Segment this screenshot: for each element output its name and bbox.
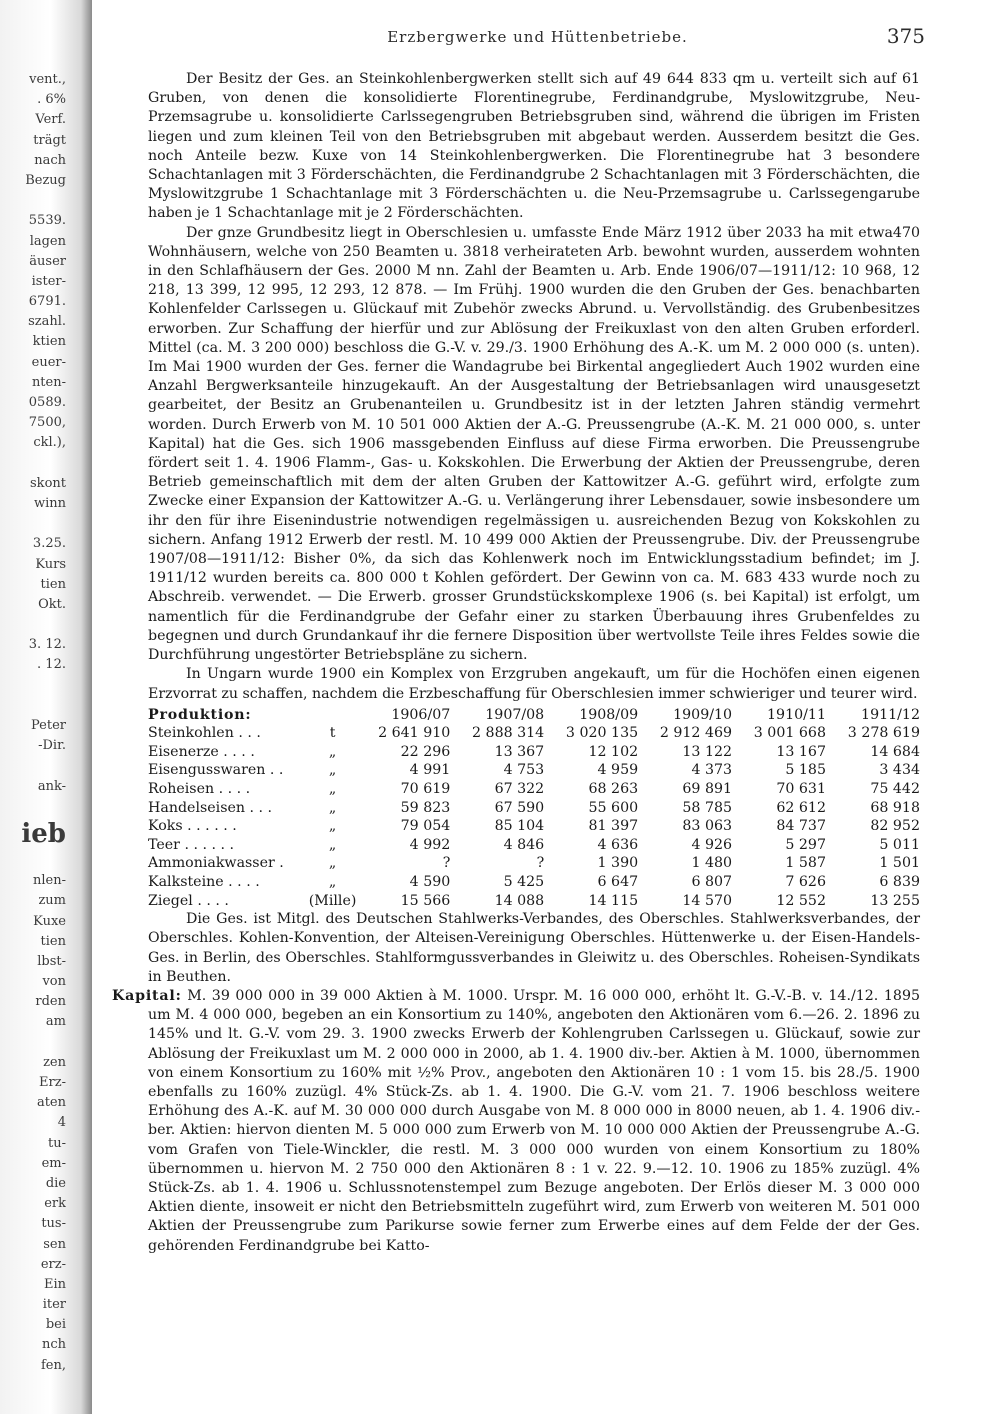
running-title: Erzbergwerke und Hüttenbetriebe. xyxy=(387,28,688,46)
gutter-line: tien xyxy=(40,933,66,949)
gutter-line: Erz- xyxy=(39,1075,66,1090)
production-value: 3 434 xyxy=(879,762,920,779)
gutter-line: lbst- xyxy=(37,953,66,969)
production-value: 2 912 469 xyxy=(659,725,733,742)
gutter-line xyxy=(0,615,66,635)
production-value: 5 297 xyxy=(785,836,826,853)
gutter-line: ckl.), xyxy=(33,435,66,451)
year-header: 1906/07 xyxy=(391,706,451,723)
production-value: 67 590 xyxy=(494,799,545,816)
product-name: Eisengusswaren . . xyxy=(148,762,284,779)
gutter-line: 3.25. xyxy=(32,536,66,552)
gutter-line: tus- xyxy=(41,1216,66,1232)
production-value: 79 054 xyxy=(400,818,451,835)
product-unit: „ xyxy=(328,799,337,816)
production-value: 4 959 xyxy=(597,762,639,779)
product-unit: (Mille) xyxy=(308,892,357,909)
product-unit: „ xyxy=(328,818,337,835)
production-value: 75 442 xyxy=(870,781,920,798)
production-value: 1 501 xyxy=(879,855,920,872)
production-value: 4 846 xyxy=(503,836,545,853)
product-name: Steinkohlen . . . xyxy=(148,725,261,742)
production-value: 59 823 xyxy=(400,799,451,816)
production-value: 85 104 xyxy=(494,818,545,835)
gutter-line: 5539. xyxy=(28,213,66,229)
product-name: Eisenerze . . . . xyxy=(148,743,255,760)
gutter-line: 0589. xyxy=(28,395,66,410)
gutter-line: Peter xyxy=(31,718,66,733)
kapital-text: M. 39 000 000 in 39 000 Aktien à M. 1000. Urspr. M. 16 000 000, erhöht lt. G.-V.-B. v. 14./12. 1895 um M. 4 000 000, begeben an ein Konsortium zu 140%, angeboten den Aktionären vom 6.—26. 2. 1896 zu 145% und lt. G.-V. vom 29. 3. 1900 zwecks Erwerb der Kohlengruben Carlssegen u. Glückauf, sowie zur Ablösung der Freikuxlast um M. 2 000 000 in 2000, ab 1. 4. 1900 div.-ber. Aktien à M. 1000, übernommen von einem Konsortium zu 160% mit ½% Prov., angeboten den Aktionären 10 : 1 vom 15. bis 28./5. 1900 ebenfalls zu 160% zuzügl. 4% Stück-Zs. ab 1. 4. 1900. Die G.-V. vom 21. 7. 1906 beschloss weitere Erhöhung des A.-K. auf M. 30 000 000 durch Ausgabe von M. 8 000 000 in 8000 neuen, ab 1. 4. 1906 div.-ber. Aktien: hiervon dienten M. 5 000 000 zum Erwerb von M. 10 000 000 Aktien der Preussengrube A.-G. vom Grafen von Tiele-Winckler, die restl. M. 3 000 000 wurden von einem Konsortium zu 180% übernommen u. hiervon M. 2 750 000 den Aktionären 8 : 1 v. 22. 9.—12. 10. 1906 zu 185% zuzügl. 4% Stück-Zs. ab 1. 4. 1906 u. Schlussnotenstempel zum Bezuge angeboten. Der Erlös dieser M. 3 000 000 Aktien diente, insoweit er nicht den Betriebsmitteln zugeführt wird, zum Erwerb von weiteren M. 501 000 Aktien der Preussengrube zum Parikurse sowie ferner zum Erwerbe eines auf dem Felde der der Ges. gehörenden Ferdinandgrube bei Katto- xyxy=(148,988,920,1254)
product-unit: „ xyxy=(328,781,337,798)
gutter-line xyxy=(0,191,66,211)
production-value: 1 480 xyxy=(691,855,733,872)
gutter-line: rden xyxy=(35,994,66,1010)
gutter-line xyxy=(0,851,66,871)
product-name: Kalksteine . . . . xyxy=(148,874,260,891)
gutter-line: 4 xyxy=(57,1115,66,1131)
gutter-line: lagen xyxy=(29,233,66,249)
gutter-line: . 6% xyxy=(37,92,66,108)
gutter-line: szahl. xyxy=(28,314,66,330)
production-value: 4 991 xyxy=(409,762,451,779)
gutter-line: iter xyxy=(42,1297,66,1313)
gutter-line xyxy=(0,676,66,696)
production-value: 70 619 xyxy=(400,781,451,798)
product-name: Koks . . . . . . xyxy=(148,818,237,835)
gutter-line: fen, xyxy=(40,1357,66,1373)
binding-gutter xyxy=(0,0,92,1414)
production-row xyxy=(148,836,920,855)
paragraph-ungarn: In Ungarn wurde 1900 ein Komplex von Erzgruben angekauft, um für die Hochöfen einen eigenen Erzvorrat zu schaffen, nachdem die Erzbeschaffung für Oberschlesien immer schwieriger und teurer wird. xyxy=(148,666,920,702)
production-value: 13 167 xyxy=(776,743,826,760)
gutter-line: am xyxy=(45,1014,66,1030)
production-value: 14 684 xyxy=(870,743,920,760)
production-row xyxy=(148,799,920,818)
product-name: Ammoniakwasser . xyxy=(148,855,284,872)
production-row xyxy=(148,873,920,892)
gutter-line: . 12. xyxy=(37,657,66,673)
year-header: 1909/10 xyxy=(673,706,733,723)
gutter-line: Kuxe xyxy=(33,913,66,929)
gutter-line: zum xyxy=(38,893,66,909)
production-value: 69 891 xyxy=(682,781,733,798)
product-name: Teer . . . . . . xyxy=(148,836,235,853)
gutter-line: erk xyxy=(44,1196,66,1212)
production-value: 2 641 910 xyxy=(378,725,451,742)
production-value: 3 278 619 xyxy=(847,725,920,742)
production-value: 22 296 xyxy=(400,743,451,760)
paragraph-grundbesitz: Der gnze Grundbesitz liegt in Oberschlesien u. umfasste Ende März 1912 über 2033 ha mit etwa470 Wohnhäusern, welche von 250 Beamten u. 3818 verheirateten Arb. bewohnt wurden, ausserdem wohnten in den Schlafhäusern der Ges. 2000 M nn. Zahl der Beamten u. Arb. Ende 1906/07—1911/12: 10 968, 12 218, 13 399, 12 995, 12 293, 12 878. — Im Frühj. 1900 wurden die den Gruben der Ges. benachbarten Kohlenfelder Carlssegen u. Glückauf mit Zubehör zwecks Abrund. u. Vervollständig. des Grubenbesitzes erworben. Zur Schaffung der hierfür und zur Ablösung der Freikuxlast von den alten Gruben erforderl. Mittel (ca. M. 3 200 000) beschloss die G.-V. v. 29./3. 1900 Erhöhung des A.-K. um M. 2 000 000 (s. unten). Im Mai 1900 wurden der Ges. ferner die Wandagrube bei Birkental angegliedert Auch 1902 wurden eine Anzahl Bergwerksanteile hinzugekauft. An der Ausgestaltung der Betriebsanlagen wird unausgesetzt gearbeitet, der Besitz an Grubenanteilen u. Grundbesitz ist in der letzten Jahren ständig vermehrt worden. Durch Erwerb von M. 10 501 000 Aktien der A.-G. Preussengrube (A.-K. M. 21 000 000, s. unter Kapital) hat die Ges. sich 1906 massgebenden Einfluss auf diese Firma erworben. Die Preussengrube fördert seit 1. 4. 1906 Flamm-, Gas- u. Kokskohlen. Die Erwerbung der Aktien der Preussengrube, deren Betrieb gemeinschaftlich mit dem der alten Gruben der Kattowitzer A.-G. geführt wird, erfolgte zum Zwecke einer Expansion der Kattowitzer A.-G. u. Verlängerung ihrer Lebensdauer, sowie insbesondere um ihr den für ihre Eisenindustrie notwendigen regelmässigen u. ausreichenden Bezug von Kokskohlen zu sichern. Anfang 1912 Erwerb der restl. M. 10 499 000 Aktien der Preussengrube. Div. der Preussengrube 1907/08—1911/12: Bisher 0%, da sich das Kohlenwerk noch im Entwicklungsstadium befindet; im J. 1911/12 wurden bereits ca. 800 000 t Kohlen gefördert. Der Gewinn von ca. M. 683 433 wurde noch zu Abschreib. verwendet. — Die Erwerb. grosser Grundstückskomplexe 1906 (s. bei Kapital) ist erfolgt, um namentlich für die Ferdinandgrube der Gefahr einer zu starken Überbauung ihres Grubenfeldes zu begegnen und durch Grundankauf ihr die fernere Disposition über wertvollste Teile ihres Feldes sowie die Durchführung ungestörter Betriebspläne zu sichern. xyxy=(148,224,920,664)
product-unit: „ xyxy=(328,836,337,853)
product-unit: „ xyxy=(328,743,337,760)
production-row xyxy=(148,892,920,911)
production-value: 58 785 xyxy=(682,799,733,816)
year-header: 1910/11 xyxy=(767,706,826,723)
production-value: 5 185 xyxy=(785,762,826,779)
gutter-line xyxy=(0,797,66,817)
product-unit: t xyxy=(329,725,336,742)
production-value: 5 425 xyxy=(503,874,545,891)
gutter-line: 7500, xyxy=(28,415,66,431)
gutter-line: Kurs xyxy=(35,556,66,572)
gutter-line: Bezug xyxy=(25,172,66,188)
gutter-line: zen xyxy=(43,1054,66,1070)
product-unit: „ xyxy=(328,855,337,872)
product-unit: „ xyxy=(328,762,337,779)
gutter-line xyxy=(0,756,66,776)
year-header: 1908/09 xyxy=(579,706,639,723)
gutter-line: Verf. xyxy=(35,112,66,128)
product-name: Roheisen . . . . xyxy=(148,781,251,798)
gutter-line: ister- xyxy=(31,273,66,289)
production-label: Produktion: xyxy=(148,706,252,723)
production-value: 70 631 xyxy=(776,781,826,798)
gutter-line: vent., xyxy=(29,72,66,87)
gutter-line: em- xyxy=(41,1155,66,1171)
production-row xyxy=(148,724,920,743)
gutter-line: Okt. xyxy=(38,596,66,612)
production-value: 12 102 xyxy=(588,743,639,760)
production-value: ? xyxy=(442,855,451,872)
gutter-line: nlen- xyxy=(33,873,66,889)
production-rows xyxy=(148,724,920,910)
year-header: 1907/08 xyxy=(485,706,545,723)
gutter-line: euer- xyxy=(31,354,66,370)
production-value: 4 590 xyxy=(409,874,451,891)
gutter-line: tien xyxy=(40,576,66,592)
gutter-line xyxy=(0,696,66,716)
production-value: 83 063 xyxy=(682,818,733,835)
year-header: 1911/12 xyxy=(861,706,920,723)
production-value: 68 263 xyxy=(588,781,639,798)
production-value: 1 587 xyxy=(785,855,826,872)
production-table xyxy=(148,706,920,911)
gutter-line: ktien xyxy=(32,334,66,350)
production-value: 4 373 xyxy=(691,762,733,779)
production-value: 14 088 xyxy=(494,892,545,909)
gutter-line: äuser xyxy=(29,253,66,269)
production-value: 4 992 xyxy=(409,836,451,853)
product-name: Handelseisen . . . xyxy=(148,799,273,816)
gutter-line: winn xyxy=(33,495,66,511)
page-body xyxy=(112,70,920,1256)
facing-page-fragment xyxy=(0,70,66,1376)
production-value: 6 839 xyxy=(879,874,920,891)
production-value: 67 322 xyxy=(494,781,545,798)
gutter-line: tu- xyxy=(48,1135,66,1151)
production-row xyxy=(148,743,920,762)
production-row xyxy=(148,817,920,836)
gutter-line: nach xyxy=(34,152,66,168)
gutter-line: bei xyxy=(45,1317,66,1333)
gutter-line: aten xyxy=(36,1095,66,1111)
production-value: 4 926 xyxy=(691,836,733,853)
production-value: 13 122 xyxy=(682,743,733,760)
gutter-line xyxy=(0,514,66,534)
page-number: 375 xyxy=(886,24,925,48)
gutter-line: 6791. xyxy=(28,294,66,310)
gutter-line: nch xyxy=(41,1337,66,1353)
production-value: 82 952 xyxy=(870,818,920,835)
gutter-line: trägt xyxy=(33,132,66,148)
production-value: 62 612 xyxy=(776,799,826,816)
gutter-line: die xyxy=(45,1175,66,1191)
gutter-line: von xyxy=(42,974,66,990)
paragraph-besitz: Der Besitz der Ges. an Steinkohlenbergwerken stellt sich auf 49 644 833 qm u. verteilt sich auf 61 Gruben, von denen die konsolidierte Florentinegrube, Ferdinandgrube, Myslowitzgrube, Neu-Przemsagrube u. konsolidierte Carlssegengruben Betriebsgruben sind, während die übrigen im Fristen liegen und zum kleinen Teil von den Betriebsgruben mit abgebaut werden. Ausserdem besitzt die Ges. noch Anteile bezw. Kuxe von 14 Steinkohlenbergwerken. Die Florentinegrube hat 3 besondere Schachtanlagen mit 3 Förderschächten, die Ferdinandgrube 2 Schachtanlagen mit 3 Förderschächten, die Myslowitzgrube 1 Schachtanlage mit 3 Förderschächten u. die Neu-Przemsagrube u. Carlssegengarube haben je 1 Schachtanlage mit je 2 Förderschächten. xyxy=(148,71,920,222)
production-value: 13 255 xyxy=(870,892,920,909)
gutter-line: skont xyxy=(30,475,66,491)
production-value: 13 367 xyxy=(494,743,545,760)
production-value: 3 001 668 xyxy=(753,725,826,742)
gutter-line xyxy=(0,1033,66,1053)
production-row xyxy=(148,761,920,780)
production-value: 55 600 xyxy=(588,799,639,816)
production-value: 68 918 xyxy=(870,799,920,816)
production-value: 6 807 xyxy=(691,874,733,891)
production-value: 12 552 xyxy=(776,892,826,909)
gutter-line: erz- xyxy=(40,1256,66,1272)
gutter-line xyxy=(0,454,66,474)
gutter-line: -Dir. xyxy=(38,738,66,754)
production-row xyxy=(148,854,920,873)
production-value: 15 566 xyxy=(400,892,451,909)
production-value: 1 390 xyxy=(597,855,639,872)
kapital-label: Kapital: xyxy=(112,988,182,1005)
gutter-line: nten- xyxy=(31,374,66,390)
product-unit: „ xyxy=(328,874,337,891)
production-value: 7 626 xyxy=(785,874,826,891)
gutter-line: ieb xyxy=(21,818,66,849)
production-value: 3 020 135 xyxy=(565,725,639,742)
gutter-line: sen xyxy=(43,1236,66,1252)
production-value: 2 888 314 xyxy=(472,725,545,742)
production-value: 81 397 xyxy=(588,818,639,835)
production-value: 4 636 xyxy=(597,836,639,853)
product-name: Ziegel . . . . xyxy=(148,892,229,909)
gutter-line: ank- xyxy=(37,778,66,794)
production-value: 14 570 xyxy=(682,892,733,909)
production-value: 14 115 xyxy=(588,892,639,909)
production-value: 84 737 xyxy=(776,818,826,835)
production-value: ? xyxy=(536,855,545,872)
gutter-line: Ein xyxy=(43,1276,66,1292)
production-row xyxy=(148,780,920,799)
page-header xyxy=(150,24,925,54)
gutter-line: 3. 12. xyxy=(28,637,66,653)
production-header-row xyxy=(148,706,920,725)
paragraph-membership: Die Ges. ist Mitgl. des Deutschen Stahlwerks-Verbandes, des Oberschles. Stahlwerksverbandes, der Oberschles. Kohlen-Konvention, der Alteisen-Vereinigung Oberschles. Hüttenwerke u. der Eisen-Handels-Ges. in Berlin, des Oberschles. Stahlformgussverbandes in Gleiwitz u. des Oberschles. Roheisen-Syndikats in Beuthen. xyxy=(148,911,920,985)
production-value: 4 753 xyxy=(503,762,545,779)
production-value: 5 011 xyxy=(879,836,920,853)
production-value: 6 647 xyxy=(597,874,639,891)
kapital-section xyxy=(112,987,920,1256)
